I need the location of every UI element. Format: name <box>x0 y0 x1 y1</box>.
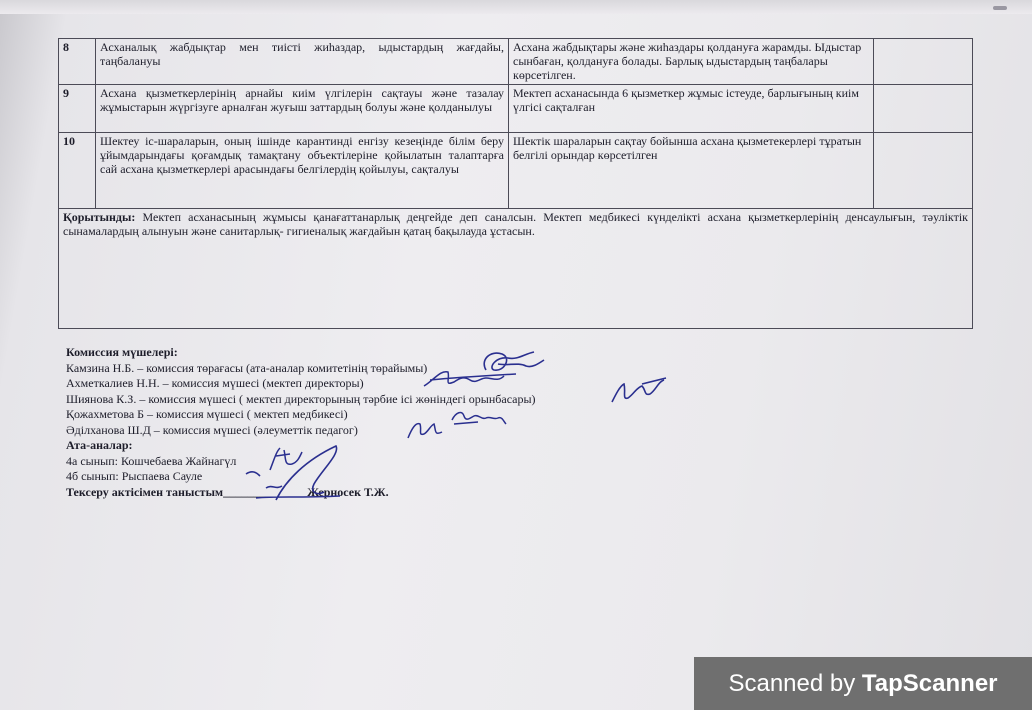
scanner-watermark <box>694 657 1032 710</box>
commission-member: Әділханова Ш.Д – комиссия мүшесі (әлеуметтік педагог) <box>66 422 358 437</box>
row-number: 10 <box>59 133 96 209</box>
commission-member: Ахметкалиев Н.Н. – комиссия мүшесі (мектеп директоры) <box>66 376 364 390</box>
conclusion-cell <box>59 209 973 329</box>
conclusion-row <box>59 209 973 329</box>
inspection-item: Асхана қызметкерлерінің арнайы киім үлгілерін сақтауы және тазалау жұмыстарын жүргізуге арналған жуғыш заттардың болуы және қолданылуы <box>96 85 509 133</box>
inspection-note <box>874 133 973 209</box>
inspection-item: Асханалық жабдықтар мен тиісті жиһаздар, ыдыстардың жағдайы, таңбалануы <box>96 39 509 85</box>
ack-name: Жерносек Т.Ж. <box>307 484 389 499</box>
inspection-note <box>874 39 973 85</box>
signature-shiyanova <box>606 374 672 408</box>
parent-entry: 4а сынып: Кошчебаева Жайнагүл <box>66 453 237 468</box>
commission-heading: Комиссия мүшелері: <box>66 345 178 359</box>
table-row <box>59 133 973 209</box>
ack-label: Тексеру актісімен таныстым <box>66 484 224 499</box>
inspection-finding: Асхана жабдықтары және жиһаздары қолдануға жарамды. Ыдыстар сынбаған, қолдануға болады. Барлық ыдыстардың таңбалары көрсетілген. <box>509 39 874 85</box>
conclusion-label: Қорытынды: <box>63 210 136 224</box>
inspection-finding: Шектік шараларын сақтау бойынша асхана қызметекерлері тұратын белгілі орындар көрсетілген <box>509 133 874 209</box>
row-number: 9 <box>59 85 96 133</box>
inspection-finding: Мектеп асханасында 6 қызметкер жұмыс істеуде, барлығының киім үлгісі сақталған <box>509 85 874 133</box>
watermark-brand: TapScanner <box>861 670 998 697</box>
parents-heading: Ата-аналар: <box>66 438 133 452</box>
page-top-edge <box>0 0 1032 14</box>
conclusion-text: Мектеп асханасының жұмысы қанағаттанарлық деңгейде деп саналсын. Мектеп медбикесі күнделікті асхана қызметкерлерінің денсаулығын, тәуліктік сынамалардың алынуын және санитарлық- гигиеналық жағдайын қатаң бақылауда ұстасын. <box>63 210 968 238</box>
table-row <box>59 39 973 85</box>
inspection-item: Шектеу іс-шараларын, оның ішінде карантинді енгізу кезеңінде білім беру ұйымдарындағы қоғамдық тамақтану объектілеріне қойылатын талаптарға сай асхана қызметкерлері арасындағы белгілердің қойылуы, сақталуы <box>96 133 509 209</box>
commission-member: Шиянова К.З. – комиссия мүшесі ( мектеп директорының тәрбие ісі жөніндегі орынбасары) <box>66 391 536 406</box>
inspection-note <box>874 85 973 133</box>
acknowledgement-line <box>66 485 536 501</box>
table-row <box>59 85 973 133</box>
watermark-prefix: Scanned by <box>728 670 862 697</box>
ack-blank: ______________ <box>223 484 308 499</box>
row-number: 8 <box>59 39 96 85</box>
inspection-table <box>58 38 973 329</box>
commission-member: Қожахметова Б – комиссия мүшесі ( мектеп медбикесі) <box>66 407 348 421</box>
signatures-block <box>66 345 536 500</box>
commission-member: Камзина Н.Б. – комиссия төрағасы (ата-аналар комитетінің төрайымы) <box>66 360 428 375</box>
parent-entry: 4б сынып: Рыспаева Сауле <box>66 469 203 483</box>
page-mark <box>993 6 1007 10</box>
